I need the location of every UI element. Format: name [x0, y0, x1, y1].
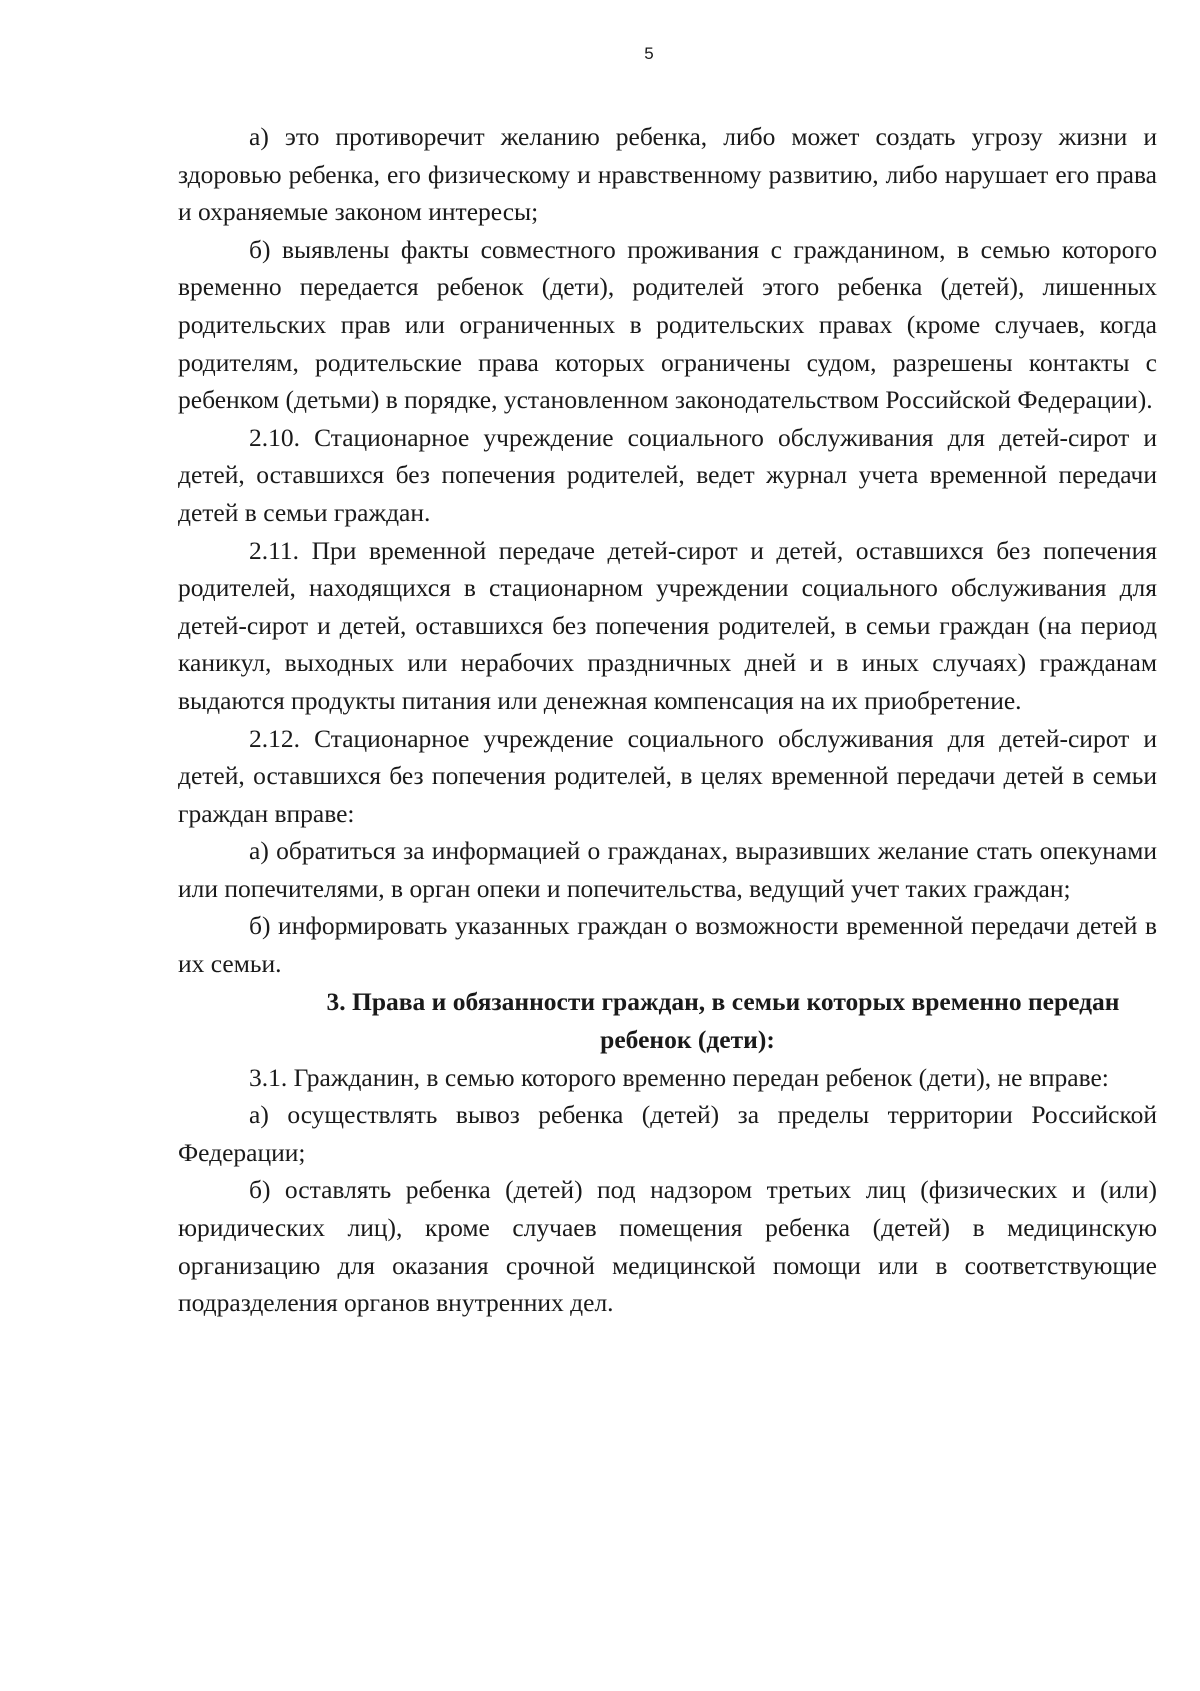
- paragraph-3-1-b: б) оставлять ребенка (детей) под надзором третьих лиц (физических и (или) юридических лиц), кроме случаев помещения ребенка (детей) в медицинскую организацию для оказания срочной медицинской помощи или в соответствующие подразделения органов внутренних дел.: [178, 1175, 1157, 1318]
- page-number: 5: [644, 44, 654, 63]
- document-body: [178, 118, 1157, 1322]
- paragraph-2-12: 2.12. Стационарное учреждение социального обслуживания для детей-сирот и детей, оставшихся без попечения родителей, в целях временной передачи детей в семьи граждан вправе:: [178, 723, 1157, 828]
- paragraph-2-10: 2.10. Стационарное учреждение социального обслуживания для детей-сирот и детей, оставшихся без попечения родителей, ведет журнал учета временной передачи детей в семьи граждан.: [178, 422, 1157, 527]
- paragraph-3-1: 3.1. Гражданин, в семью которого временно передан ребенок (дети), не вправе:: [249, 1062, 1109, 1092]
- paragraph-2-9-a: а) это противоречит желанию ребенка, либо может создать угрозу жизни и здоровью ребенка, его физическому и нравственному развитию, либо нарушает его права и охраняемые законом интересы;: [178, 122, 1157, 227]
- paragraph-2-11: 2.11. При временной передаче детей-сирот и детей, оставшихся без попечения родителей, находящихся в стационарном учреждении социального обслуживания для детей-сирот и детей, оставшихся без попечения родителей, в семьи граждан (на период каникул, выходных или нерабочих праздничных дней и в иных случаях) гражданам выдаются продукты питания или денежная компенсация на их приобретение.: [178, 535, 1157, 715]
- paragraph-3-1-a: а) осуществлять вывоз ребенка (детей) за пределы территории Российской Федерации;: [178, 1100, 1157, 1167]
- paragraph-2-9-b: б) выявлены факты совместного проживания с гражданином, в семью которого временно передается ребенок (дети), родителей этого ребенка (детей), лишенных родительских прав или ограниченных в родительских правах (кроме случаев, когда родителям, родительские права которых ограничены судом, разрешены контакты с ребенком (детьми) в порядке, установленном законодательством Российской Федерации).: [178, 234, 1157, 415]
- paragraph-2-12-a: а) обратиться за информацией о гражданах, выразивших желание стать опекунами или попечителями, в орган опеки и попечительства, ведущий учет таких граждан;: [178, 836, 1157, 903]
- section-3-heading: 3. Права и обязанности граждан, в семьи которых временно передан ребенок (дети):: [326, 986, 1120, 1054]
- paragraph-2-12-b: б) информировать указанных граждан о возможности временной передачи детей в их семьи.: [178, 911, 1157, 979]
